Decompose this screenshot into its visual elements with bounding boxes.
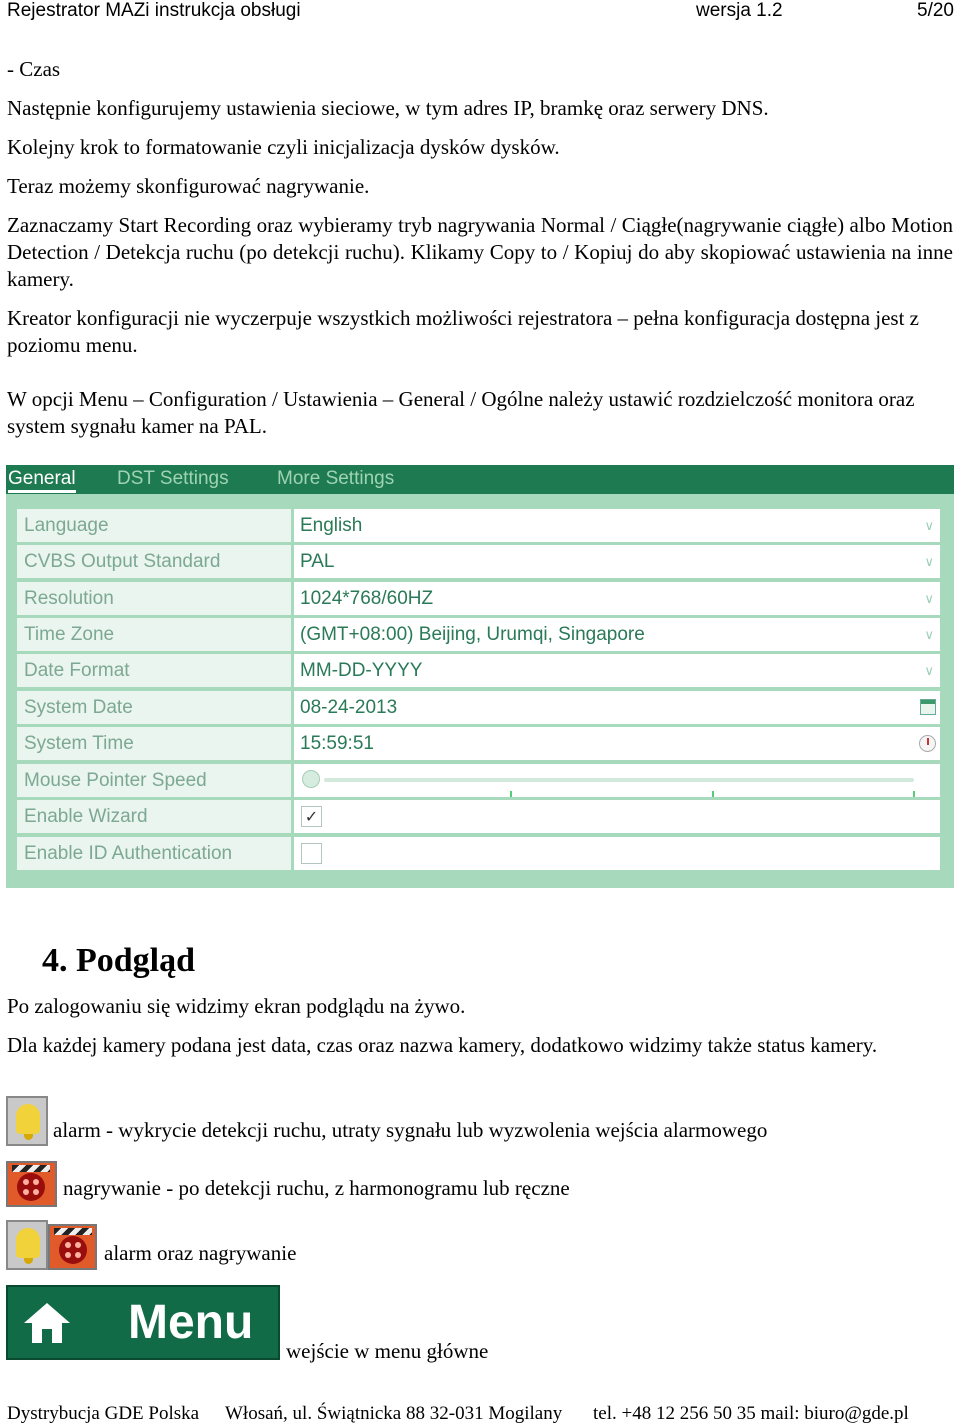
alarm-bell-icon [6, 1096, 48, 1146]
setting-label: Enable ID Authentication [17, 837, 291, 870]
paragraph-time: - Czas [7, 57, 61, 81]
setting-label: Resolution [17, 582, 291, 615]
setting-label: CVBS Output Standard [17, 545, 291, 578]
enable-wizard-cell [294, 800, 940, 833]
setting-value: English [300, 515, 363, 536]
chevron-down-icon: ∨ [924, 663, 934, 678]
paragraph-camera-status: Dla każdej kamery podana jest data, czas oraz nazwa kamery, dodatkowo widzimy także status kamery. [7, 1033, 878, 1057]
date-format-select[interactable] [294, 654, 940, 687]
footer-address: Włosań, ul. Świątnicka 88 32-031 Mogilany [225, 1403, 563, 1424]
enable-wizard-checkbox[interactable]: ✓ [301, 806, 322, 827]
legend-recording-text: nagrywanie - po detekcji ruchu, z harmonogramu lub ręczne [63, 1176, 570, 1200]
language-select[interactable] [294, 509, 940, 542]
alarm-bell-icon [6, 1220, 48, 1270]
setting-value: 08-24-2013 [300, 697, 398, 718]
paragraph-recording: Teraz możemy skonfigurować nagrywanie. [7, 174, 370, 198]
paragraph-live-view: Po zalogowaniu się widzimy ekran podglądu na żywo. [7, 994, 466, 1018]
setting-row-system-time [17, 727, 940, 760]
setting-label: System Date [17, 691, 291, 724]
slider-tick [510, 791, 512, 797]
clock-icon[interactable] [919, 735, 936, 752]
dvr-settings-screenshot [6, 465, 954, 888]
setting-label: Enable Wizard [17, 800, 291, 833]
setting-row-time-zone [17, 618, 940, 651]
paragraph-network: Następnie konfigurujemy ustawienia sieciowe, w tym adres IP, bramkę oraz serwery DNS. [7, 96, 769, 120]
chevron-down-icon: ∨ [924, 554, 934, 569]
setting-row-language [17, 509, 940, 542]
doc-version: wersja 1.2 [696, 0, 783, 21]
calendar-icon[interactable] [920, 699, 936, 715]
setting-label: Time Zone [17, 618, 291, 651]
setting-label: System Time [17, 727, 291, 760]
footer-company: Dystrybucja GDE Polska [7, 1403, 200, 1424]
legend-alarm-recording-text: alarm oraz nagrywanie [104, 1241, 297, 1265]
enable-id-auth-cell [294, 837, 940, 870]
setting-row-system-date [17, 691, 940, 724]
doc-title: Rejestrator MAZi instrukcja obsługi [7, 0, 301, 21]
setting-label: Mouse Pointer Speed [17, 764, 291, 797]
mouse-speed-slider[interactable] [294, 764, 940, 797]
paragraph-format: Kolejny krok to formatowanie czyli inicjalizacja dysków dysków. [7, 135, 560, 159]
setting-value: 1024*768/60HZ [300, 588, 434, 609]
setting-row-mouse-speed [17, 764, 940, 797]
setting-value: MM-DD-YYYY [300, 660, 423, 681]
setting-row-enable-wizard [17, 800, 940, 833]
legend-menu-text: wejście w menu główne [286, 1339, 489, 1363]
legend-alarm-text: alarm - wykrycie detekcji ruchu, utraty sygnału lub wyzwolenia wejścia alarmowego [53, 1118, 768, 1142]
setting-row-resolution [17, 582, 940, 615]
setting-row-enable-id-auth [17, 837, 940, 870]
resolution-select[interactable] [294, 582, 940, 615]
setting-label: Language [17, 509, 291, 542]
system-time-field[interactable] [294, 727, 940, 760]
enable-id-auth-checkbox[interactable] [301, 843, 322, 864]
paragraph-wizard: Kreator konfiguracji nie wyczerpuje wszystkich możliwości rejestratora – pełna konfiguracja dostępna jest z poziomu menu. [7, 306, 919, 357]
menu-button-label: Menu [128, 1296, 254, 1349]
recording-icon [48, 1224, 97, 1270]
setting-label: Date Format [17, 654, 291, 687]
chevron-down-icon: ∨ [924, 627, 934, 642]
paragraph-start-recording: Zaznaczamy Start Recording oraz wybieramy tryb nagrywania Normal / Ciągłe(nagrywanie ciągłe) albo Motion Detection / Detekcja ruchu (po detekcji ruchu). Klikamy Copy to / Kopiuj do aby skopiować ustawienia na inne kamery. [7, 213, 953, 291]
chevron-down-icon: ∨ [924, 591, 934, 606]
paragraph-general-settings: W opcji Menu – Configuration / Ustawienia – General / Ogólne należy ustawić rozdzielczość monitora oraz system sygnału kamer na PAL. [7, 387, 915, 438]
setting-row-date-format [17, 654, 940, 687]
slider-track [324, 778, 914, 782]
chevron-down-icon: ∨ [924, 518, 934, 533]
tab-general[interactable]: General [8, 468, 76, 493]
section-heading: 4. Podgląd [42, 942, 196, 979]
footer-contact: tel. +48 12 256 50 35 mail: biuro@gde.pl [593, 1403, 909, 1424]
setting-value: (GMT+08:00) Beijing, Urumqi, Singapore [300, 624, 645, 645]
cvbs-select[interactable] [294, 545, 940, 578]
setting-value: PAL [300, 551, 335, 572]
dvr-settings-panel [6, 494, 954, 888]
setting-value: 15:59:51 [300, 733, 374, 754]
slider-tick [712, 791, 714, 797]
setting-row-cvbs [17, 545, 940, 578]
system-date-field[interactable] [294, 691, 940, 724]
menu-button[interactable] [6, 1285, 280, 1360]
slider-tick [913, 791, 915, 797]
home-icon [22, 1301, 72, 1345]
tab-dst-settings[interactable]: DST Settings [117, 468, 229, 489]
dvr-tab-bar [6, 465, 954, 494]
slider-knob[interactable] [302, 770, 320, 788]
time-zone-select[interactable] [294, 618, 940, 651]
recording-icon [6, 1161, 57, 1207]
tab-more-settings[interactable]: More Settings [277, 468, 395, 489]
page-number: 5/20 [917, 0, 954, 21]
